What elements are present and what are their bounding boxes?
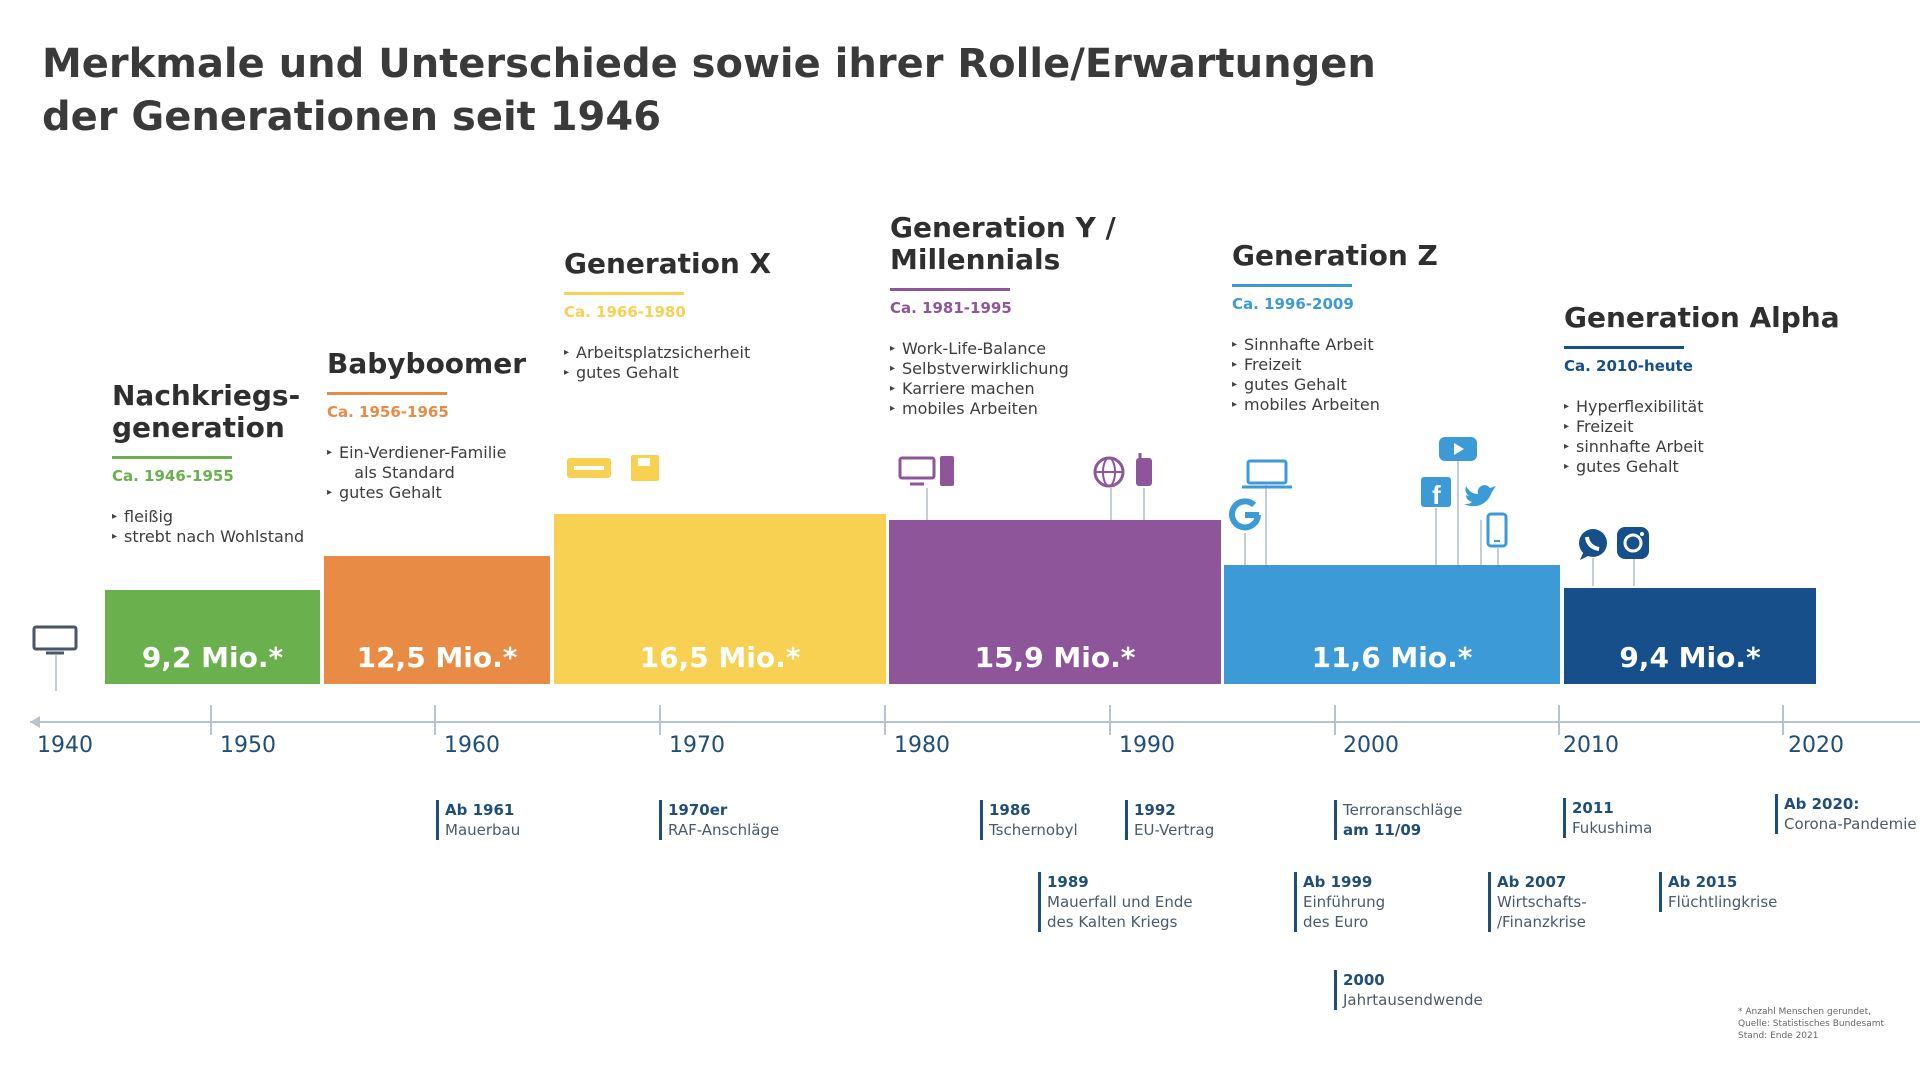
icon-stem bbox=[55, 655, 57, 691]
generation-name: Generation Alpha bbox=[1564, 301, 1840, 334]
icon-stem bbox=[1457, 458, 1459, 565]
event-text: Fukushima bbox=[1572, 819, 1653, 837]
mobile-phone-icon bbox=[1134, 452, 1154, 488]
generation-traits bbox=[890, 339, 1116, 419]
trait-item: ▸ gutes Gehalt bbox=[1564, 457, 1840, 477]
icon-stem bbox=[1633, 558, 1635, 586]
timeline-tick bbox=[434, 705, 436, 735]
generation-name: Nachkriegs- generation bbox=[112, 379, 301, 444]
trait-item: ▸ mobiles Arbeiten bbox=[1232, 395, 1438, 415]
event-finanzkrise bbox=[1488, 872, 1587, 932]
trait-item: ▸ strebt nach Wohlstand bbox=[112, 527, 304, 547]
event-text: Jahrtausendwende bbox=[1343, 991, 1483, 1009]
trait-item: ▸ gutes Gehalt bbox=[564, 363, 771, 383]
generation-header-nachkrieg bbox=[112, 380, 304, 547]
generation-underline bbox=[564, 292, 684, 295]
timeline-tick bbox=[210, 705, 212, 735]
event-tschernobyl bbox=[980, 800, 1078, 840]
year-label: 2000 bbox=[1343, 733, 1399, 758]
whatsapp-icon bbox=[1576, 527, 1610, 561]
icon-stem bbox=[1143, 488, 1145, 520]
trait-item: ▸ Selbstverwirklichung bbox=[890, 359, 1116, 379]
event-date: Terroranschläge bbox=[1343, 801, 1463, 819]
event-jahrtausendwende bbox=[1334, 970, 1483, 1010]
event-corona bbox=[1775, 794, 1920, 834]
trait-item: ▸ Arbeitsplatzsicherheit bbox=[564, 343, 771, 363]
smartphone-icon bbox=[1486, 512, 1508, 548]
generation-traits bbox=[564, 343, 771, 383]
event-text: Flüchtlingkrise bbox=[1668, 893, 1778, 911]
timeline-tick bbox=[1109, 705, 1111, 735]
desktop-computer-icon bbox=[898, 455, 958, 489]
event-date: 1989 bbox=[1047, 873, 1089, 891]
year-label: 2020 bbox=[1788, 733, 1844, 758]
icon-stem bbox=[1435, 508, 1437, 565]
generation-underline bbox=[112, 456, 232, 459]
keyboard-icon bbox=[566, 456, 612, 480]
trait-item: ▸ mobiles Arbeiten bbox=[890, 399, 1116, 419]
google-icon bbox=[1226, 496, 1264, 534]
year-label: 1970 bbox=[669, 733, 725, 758]
event-terror bbox=[1334, 800, 1462, 840]
generation-range: Ca. 1966-1980 bbox=[564, 303, 686, 321]
event-text: RAF-Anschläge bbox=[668, 821, 780, 839]
population-bar-z bbox=[1224, 565, 1560, 684]
population-bar-y bbox=[889, 520, 1221, 684]
generation-traits bbox=[1564, 397, 1840, 477]
event-text: Wirtschafts- /Finanzkrise bbox=[1497, 893, 1587, 931]
laptop-icon bbox=[1240, 458, 1294, 490]
event-date: 2011 bbox=[1572, 799, 1614, 817]
event-text: Mauerbau bbox=[445, 821, 521, 839]
trait-item: ▸ gutes Gehalt bbox=[1232, 375, 1438, 395]
trait-item: ▸ Sinnhafte Arbeit bbox=[1232, 335, 1438, 355]
timeline-tick bbox=[884, 705, 886, 735]
icon-stem bbox=[1480, 520, 1482, 565]
instagram-icon bbox=[1615, 526, 1651, 560]
generation-header-y bbox=[890, 212, 1116, 419]
generation-header-alpha bbox=[1564, 302, 1840, 477]
event-date: 1986 bbox=[989, 801, 1031, 819]
generation-name: Generation Z bbox=[1232, 239, 1438, 272]
population-bar-nachkrieg bbox=[105, 590, 320, 684]
timeline-arrow bbox=[30, 716, 40, 728]
event-date: Ab 2015 bbox=[1668, 873, 1738, 891]
generation-underline bbox=[327, 392, 447, 395]
event-text: am 11/09 bbox=[1343, 821, 1422, 839]
icon-stem bbox=[1244, 533, 1246, 565]
year-label: 1940 bbox=[37, 733, 93, 758]
population-value: 16,5 Mio.* bbox=[639, 641, 801, 674]
event-date: Ab 1999 bbox=[1303, 873, 1373, 891]
trait-item: ▸ sinnhafte Arbeit bbox=[1564, 437, 1840, 457]
generation-range: Ca. 2010-heute bbox=[1564, 357, 1693, 375]
generation-underline bbox=[1564, 346, 1684, 349]
event-date: 1970er bbox=[668, 801, 728, 819]
event-date: Ab 2020: bbox=[1784, 795, 1860, 813]
generation-range: Ca. 1981-1995 bbox=[890, 299, 1012, 317]
trait-item: ▸ Freizeit bbox=[1564, 417, 1840, 437]
event-text: Tschernobyl bbox=[989, 821, 1078, 839]
globe-icon bbox=[1091, 455, 1127, 489]
year-label: 1950 bbox=[220, 733, 276, 758]
timeline-tick bbox=[659, 705, 661, 735]
tv-icon bbox=[32, 625, 78, 657]
population-value: 9,2 Mio.* bbox=[141, 641, 284, 674]
event-eu-vertrag bbox=[1125, 800, 1214, 840]
event-fluechtlingskrise bbox=[1659, 872, 1777, 912]
page-title: Merkmale und Unterschiede sowie ihrer Rolle/Erwartungen der Generationen seit 1946 bbox=[42, 41, 1376, 140]
icon-stem bbox=[1497, 548, 1499, 565]
population-bar-babyboomer bbox=[324, 556, 550, 684]
trait-item: ▸ Karriere machen bbox=[890, 379, 1116, 399]
event-date: Ab 2007 bbox=[1497, 873, 1567, 891]
event-text: Mauerfall und Ende des Kalten Kriegs bbox=[1047, 893, 1193, 931]
event-euro bbox=[1294, 872, 1385, 932]
generation-traits bbox=[1232, 335, 1438, 415]
event-date: Ab 1961 bbox=[445, 801, 515, 819]
timeline-tick bbox=[1334, 705, 1336, 735]
youtube-icon bbox=[1438, 436, 1478, 462]
generation-underline bbox=[890, 288, 1010, 291]
generation-header-z bbox=[1232, 240, 1438, 415]
year-label: 2010 bbox=[1563, 733, 1619, 758]
icon-stem bbox=[1265, 485, 1267, 565]
timeline-axis bbox=[30, 721, 1920, 723]
year-label: 1990 bbox=[1119, 733, 1175, 758]
trait-item: ▸ Work-Life-Balance bbox=[890, 339, 1116, 359]
event-raf bbox=[659, 800, 779, 840]
event-mauerbau bbox=[436, 800, 520, 840]
trait-item: ▸ Freizeit bbox=[1232, 355, 1438, 375]
event-mauerfall bbox=[1038, 872, 1193, 932]
trait-item: ▸ Hyperflexibilität bbox=[1564, 397, 1840, 417]
event-date: 2000 bbox=[1343, 971, 1385, 989]
event-fukushima bbox=[1563, 798, 1652, 838]
floppy-disk-icon bbox=[630, 454, 660, 482]
icon-stem bbox=[1592, 558, 1594, 586]
population-bar-alpha bbox=[1564, 588, 1816, 684]
trait-item: ▸ fleißig bbox=[112, 507, 304, 527]
generation-range: Ca. 1946-1955 bbox=[112, 467, 234, 485]
timeline-tick bbox=[1558, 705, 1560, 735]
generation-name: Generation X bbox=[564, 247, 772, 280]
event-date: 1992 bbox=[1134, 801, 1176, 819]
year-label: 1960 bbox=[444, 733, 500, 758]
facebook-icon bbox=[1420, 476, 1452, 508]
trait-item: ▸ Ein-Verdiener-Familie als Standard bbox=[327, 443, 526, 483]
icon-stem bbox=[1110, 488, 1112, 520]
icon-stem bbox=[926, 488, 928, 520]
generation-header-babyboomer bbox=[327, 348, 526, 503]
generation-underline bbox=[1232, 284, 1352, 287]
generation-name: Generation Y / Millennials bbox=[890, 211, 1116, 276]
year-label: 1980 bbox=[894, 733, 950, 758]
generation-range: Ca. 1996-2009 bbox=[1232, 295, 1354, 313]
event-text: Einführung des Euro bbox=[1303, 893, 1386, 931]
timeline-tick bbox=[1782, 705, 1784, 735]
generation-traits bbox=[327, 443, 526, 503]
twitter-icon bbox=[1462, 482, 1498, 512]
population-value: 11,6 Mio.* bbox=[1311, 641, 1473, 674]
population-value: 9,4 Mio.* bbox=[1619, 641, 1761, 674]
generation-range: Ca. 1956-1965 bbox=[327, 403, 449, 421]
generation-name: Babyboomer bbox=[327, 347, 527, 380]
trait-item: ▸ gutes Gehalt bbox=[327, 483, 526, 503]
population-value: 12,5 Mio.* bbox=[356, 641, 518, 674]
population-value: 15,9 Mio.* bbox=[974, 641, 1136, 674]
generation-header-x bbox=[564, 248, 771, 383]
svg-text:f: f bbox=[1432, 480, 1441, 508]
event-text: EU-Vertrag bbox=[1134, 821, 1215, 839]
population-bar-x bbox=[554, 514, 886, 684]
generation-traits bbox=[112, 507, 304, 547]
event-text: Corona-Pandemie bbox=[1784, 815, 1917, 833]
footnote: * Anzahl Menschen gerundet, Quelle: Statistisches Bundesamt Stand: Ende 2021 bbox=[1738, 1007, 1885, 1041]
